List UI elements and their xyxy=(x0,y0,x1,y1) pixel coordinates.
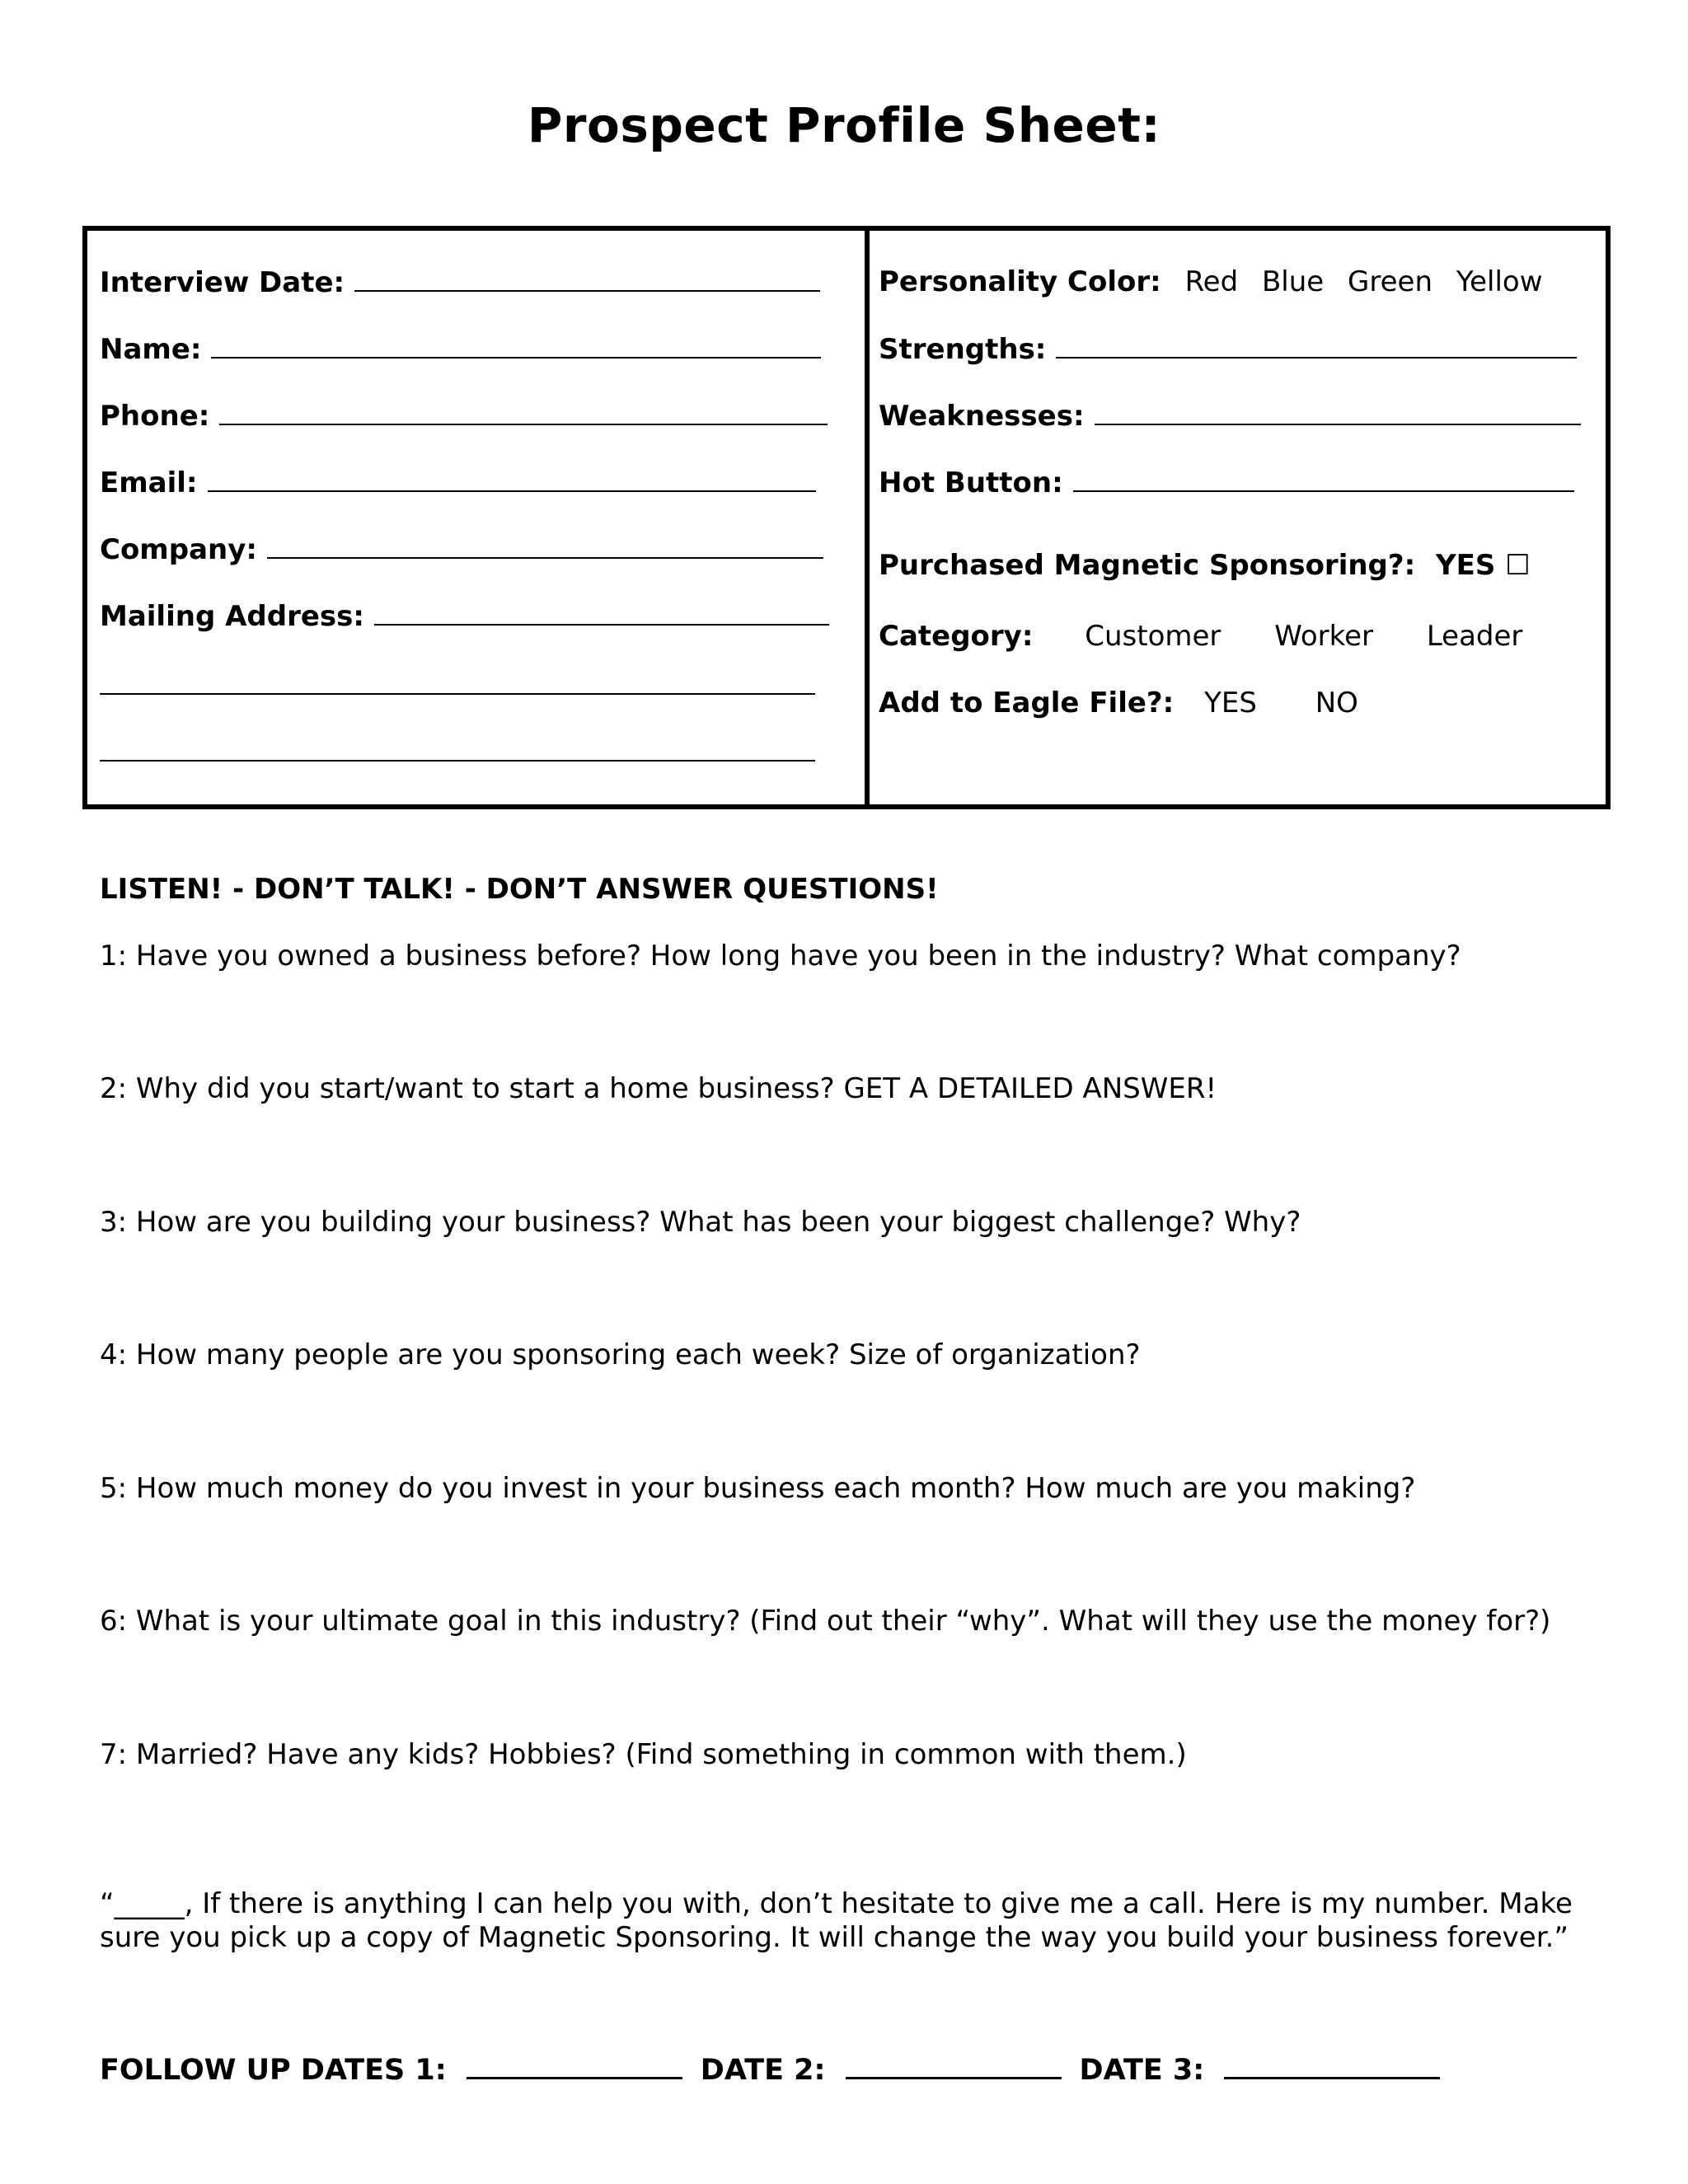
mailing-address-line-3[interactable] xyxy=(100,760,815,762)
listen-heading: LISTEN! - DON’T TALK! - DON’T ANSWER QUESTIONS! xyxy=(100,873,939,906)
strengths-label: Strengths: xyxy=(879,333,1047,366)
follow-up-row xyxy=(100,2052,1458,2087)
hot-button-label: Hot Button: xyxy=(879,466,1063,499)
eagle-option-no[interactable]: NO xyxy=(1315,687,1358,719)
name-row xyxy=(100,332,821,366)
name-label: Name: xyxy=(100,333,202,366)
question-5: 5: How much money do you invest in your business each month? How much are you making? xyxy=(100,1472,1416,1505)
mailing-address-line-2[interactable] xyxy=(100,693,815,695)
interview-date-field[interactable] xyxy=(354,265,820,292)
company-row xyxy=(100,532,823,566)
eagle-file-row xyxy=(879,687,1358,719)
question-1: 1: Have you owned a business before? How long have you been in the industry? What company? xyxy=(100,940,1461,972)
color-option-green[interactable]: Green xyxy=(1348,265,1433,298)
category-label: Category: xyxy=(879,620,1034,653)
company-field[interactable] xyxy=(267,532,823,559)
box-divider xyxy=(865,226,870,809)
purchased-label: Purchased Magnetic Sponsoring?: xyxy=(879,549,1416,582)
category-row xyxy=(879,620,1522,653)
question-4: 4: How many people are you sponsoring each week? Size of organization? xyxy=(100,1338,1141,1371)
email-row xyxy=(100,466,816,499)
mailing-address-row xyxy=(100,599,829,633)
name-field[interactable] xyxy=(211,332,821,359)
personality-color-label: Personality Color: xyxy=(879,265,1161,298)
category-option-customer[interactable]: Customer xyxy=(1085,620,1221,653)
follow-up-date-3-label: DATE 3: xyxy=(1079,2054,1205,2087)
closing-quote: “_____, If there is anything I can help you with, don’t hesitate to give me a call. Here is my number. Make sure you pick up a copy of Magnetic Sponsoring. It will change the way you build your business forever.” xyxy=(100,1887,1573,1954)
color-option-red[interactable]: Red xyxy=(1184,265,1239,298)
email-label: Email: xyxy=(100,466,198,499)
color-option-yellow[interactable]: Yellow xyxy=(1456,265,1543,298)
phone-row xyxy=(100,399,828,433)
follow-up-date-3-field[interactable] xyxy=(1224,2052,1440,2079)
mailing-address-field[interactable] xyxy=(374,599,829,626)
weaknesses-label: Weaknesses: xyxy=(879,400,1085,433)
eagle-option-yes[interactable]: YES xyxy=(1204,687,1257,719)
purchased-yes-checkbox[interactable]: YES ☐ xyxy=(1436,549,1531,582)
strengths-field[interactable] xyxy=(1056,332,1577,359)
purchased-row xyxy=(879,549,1531,582)
interview-date-label: Interview Date: xyxy=(100,266,345,299)
page-title: Prospect Profile Sheet: xyxy=(527,97,1161,153)
color-option-blue[interactable]: Blue xyxy=(1261,265,1325,298)
category-option-worker[interactable]: Worker xyxy=(1274,620,1373,653)
question-7: 7: Married? Have any kids? Hobbies? (Find something in common with them.) xyxy=(100,1738,1187,1771)
follow-up-date-2-label: DATE 2: xyxy=(700,2054,826,2087)
follow-up-date-1-label: FOLLOW UP DATES 1: xyxy=(100,2054,447,2087)
follow-up-date-1-field[interactable] xyxy=(467,2052,682,2079)
personality-color-row xyxy=(879,265,1543,298)
question-2: 2: Why did you start/want to start a home business? GET A DETAILED ANSWER! xyxy=(100,1072,1217,1105)
question-3: 3: How are you building your business? What has been your biggest challenge? Why? xyxy=(100,1206,1301,1239)
hot-button-field[interactable] xyxy=(1073,466,1574,492)
category-option-leader[interactable]: Leader xyxy=(1426,620,1523,653)
phone-field[interactable] xyxy=(219,399,828,425)
company-label: Company: xyxy=(100,533,257,566)
question-6: 6: What is your ultimate goal in this industry? (Find out their “why”. What will they use the money for?) xyxy=(100,1605,1551,1638)
hot-button-row xyxy=(879,466,1574,499)
mailing-address-label: Mailing Address: xyxy=(100,600,365,633)
follow-up-date-2-field[interactable] xyxy=(846,2052,1062,2079)
phone-label: Phone: xyxy=(100,400,210,433)
strengths-row xyxy=(879,332,1577,366)
email-field[interactable] xyxy=(208,466,816,492)
interview-date-row xyxy=(100,265,820,299)
profile-box xyxy=(82,226,1611,809)
weaknesses-row xyxy=(879,399,1581,433)
weaknesses-field[interactable] xyxy=(1095,399,1581,425)
eagle-file-label: Add to Eagle File?: xyxy=(879,687,1175,719)
